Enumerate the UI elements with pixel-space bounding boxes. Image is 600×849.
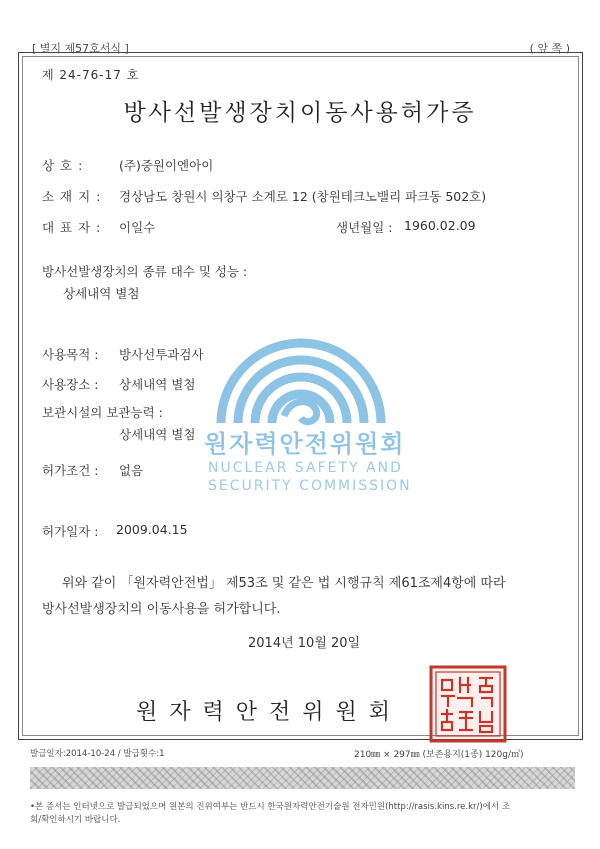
- condition-label: 허가조건 :: [42, 463, 99, 478]
- representative-label: 대 표 자 :: [42, 220, 102, 235]
- birthdate-label: 생년월일 :: [336, 220, 393, 235]
- issue-date: 2014년 10월 20일: [248, 636, 361, 651]
- front-side-label: ( 앞 쪽 ): [529, 42, 570, 55]
- device-value: 상세내역 별첨: [63, 286, 140, 301]
- company-value: (주)중원이엔아이: [119, 158, 214, 173]
- statement-line-2: 방사선발생장치의 이동사용을 허가합니다.: [42, 602, 281, 617]
- official-seal: [428, 664, 508, 744]
- permit-date-label: 허가일자 :: [42, 524, 99, 539]
- address-label: 소 재 지 :: [42, 189, 102, 204]
- watermark-name-korean: 원자력안전위원회: [204, 430, 406, 458]
- watermark-name-english-2: SECURITY COMMISSION: [208, 478, 412, 494]
- security-pattern-strip: [30, 767, 575, 789]
- company-label: 상 호 :: [42, 158, 84, 173]
- birthdate-value: 1960.02.09: [404, 218, 476, 233]
- issue-info: 발급일자:2014-10-24 / 발급횟수:1: [30, 749, 165, 759]
- purpose-label: 사용목적 :: [42, 347, 99, 362]
- verification-note-line-2: 회/확인하시기 바랍니다.: [30, 815, 121, 825]
- seal-stamp-icon: [428, 664, 508, 744]
- device-label: 방사선발생장치의 종류 대수 및 성능 :: [42, 264, 248, 279]
- watermark-name-english-1: NUCLEAR SAFETY AND: [208, 460, 403, 476]
- representative-value: 이일수: [119, 220, 156, 235]
- location-label: 사용장소 :: [42, 377, 99, 392]
- statement-line-1: 위와 같이 「원자력안전법」 제53조 및 같은 법 시행규칙 제61조제4항에 따라: [62, 576, 506, 591]
- issuer-name: 원자력안전위원회: [136, 700, 403, 725]
- page-title: 방사선발생장치이동사용허가증: [123, 100, 477, 126]
- location-value: 상세내역 별첨: [119, 377, 196, 392]
- purpose-value: 방사선투과검사: [119, 347, 204, 362]
- form-label: [ 별지 제57호서식 ]: [32, 42, 129, 55]
- address-value: 경상남도 창원시 의창구 소계로 12 (창원테크노밸리 파크동 502호): [119, 189, 487, 204]
- document-number: 제 24-76-17 호: [42, 68, 140, 82]
- storage-label: 보관시설의 보관능력 :: [42, 405, 163, 420]
- paper-spec: 210㎜ × 297㎜ (보존용지(1종) 120g/㎡): [354, 750, 524, 760]
- verification-note-line-1: •본 증서는 인터넷으로 발급되었으며 원본의 진위여부는 반드시 한국원자력안전기술원 전자민원(http://rasis.kins.re.kr/)에서 조: [30, 802, 511, 812]
- watermark: [196, 298, 412, 498]
- commission-emblem-icon: [196, 298, 406, 428]
- permit-date-value: 2009.04.15: [116, 522, 188, 537]
- storage-value: 상세내역 별첨: [119, 427, 196, 442]
- condition-value: 없음: [119, 463, 144, 478]
